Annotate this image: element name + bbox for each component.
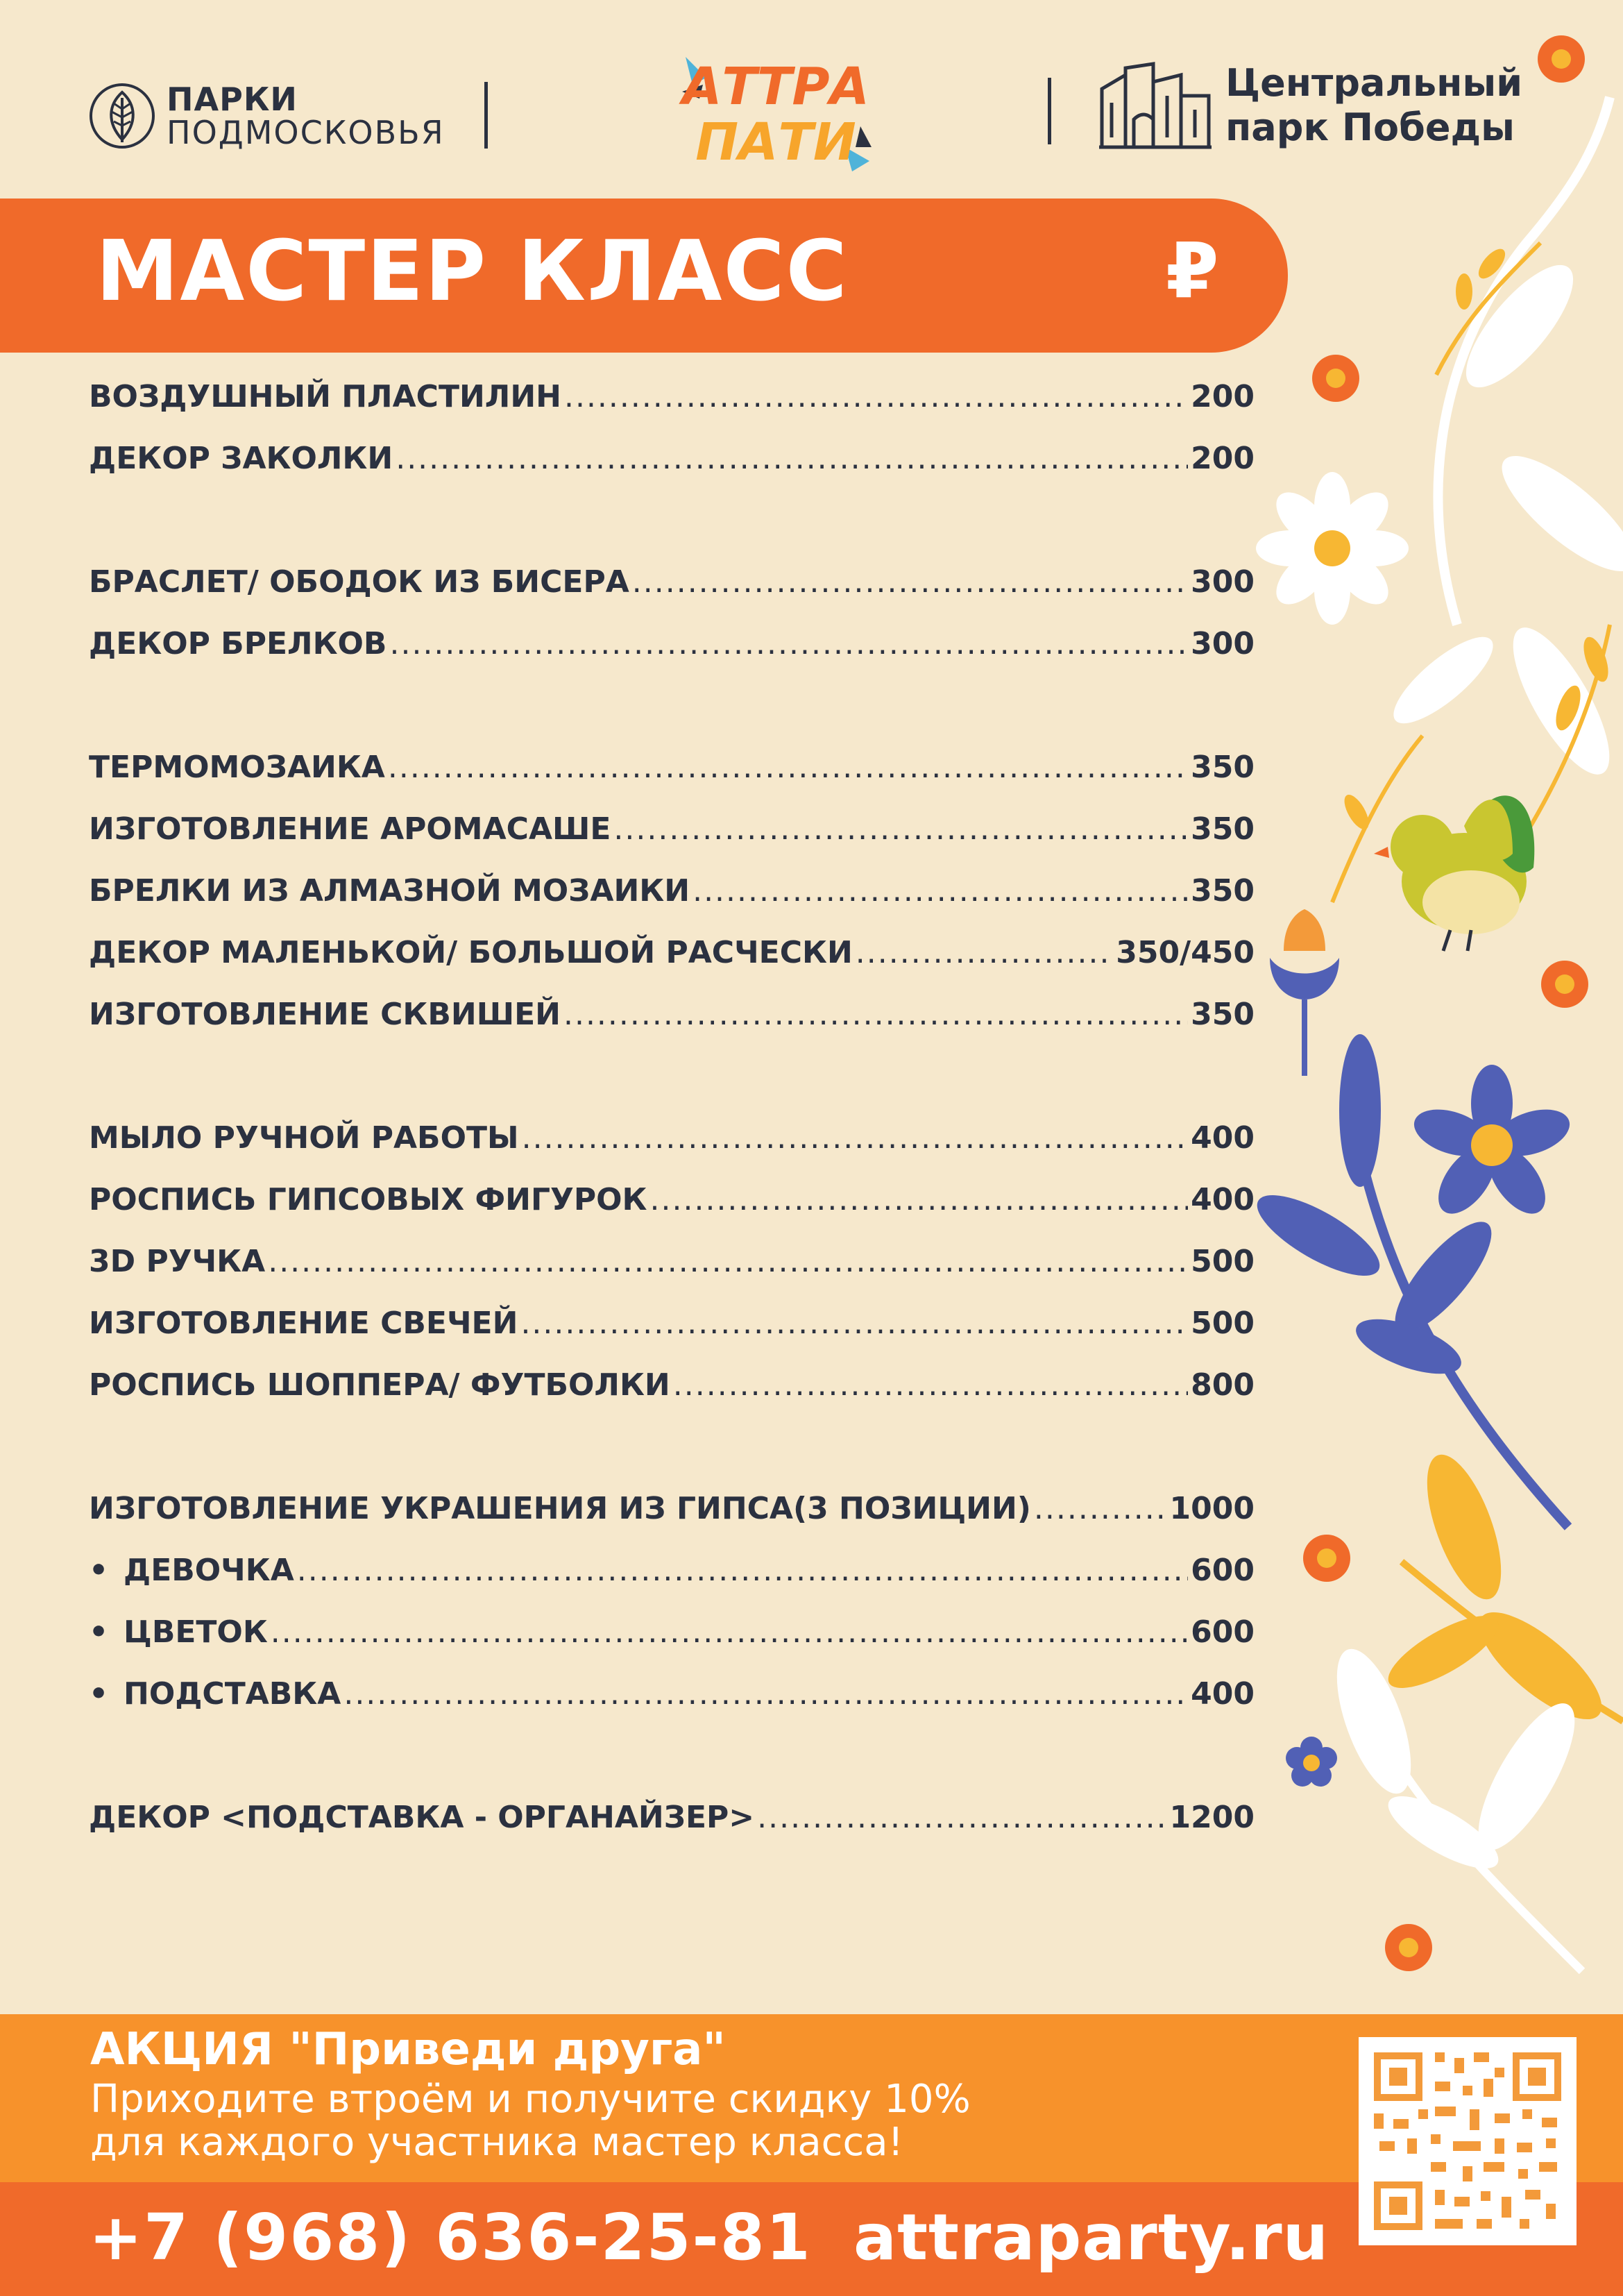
list-item: ДЕКОР <ПОДСТАВКА - ОРГАНАЙЗЕР> ..... 1200 — [89, 1800, 1255, 1848]
list-item: 3D РУЧКА ..... 500 — [89, 1244, 1255, 1292]
list-item: ИЗГОТОВЛЕНИЕ АРОМАСАШЕ ..... 350 — [89, 811, 1255, 860]
list-item: ТЕРМОМОЗАИКА ..... 350 — [89, 750, 1255, 798]
website-link[interactable]: attraparty.ru — [853, 2200, 1329, 2274]
list-item: ВОЗДУШНЫЙ ПЛАСТИЛИН ..... 200 — [89, 379, 1255, 428]
list-item: МЫЛО РУЧНОЙ РАБОТЫ ..... 400 — [89, 1120, 1255, 1169]
list-item: РОСПИСЬ ГИПСОВЫХ ФИГУРОК ..... 400 — [89, 1182, 1255, 1231]
list-item: РОСПИСЬ ШОППЕРА/ ФУТБОЛКИ ..... 800 — [89, 1367, 1255, 1416]
leaf-icon — [87, 81, 157, 151]
list-item: ДЕКОР БРЕЛКОВ ..... 300 — [89, 626, 1255, 675]
list-item: ИЗГОТОВЛЕНИЕ СВЕЧЕЙ ..... 500 — [89, 1306, 1255, 1354]
buildings-icon — [1098, 61, 1213, 150]
ruble-icon: ₽ — [1166, 226, 1219, 315]
list-item: БРЕЛКИ ИЗ АЛМАЗНОЙ МОЗАИКИ ..... 350 — [89, 873, 1255, 922]
promo-line1: Приходите втроём и получите скидку 10% — [90, 2077, 971, 2122]
attra-line2: ПАТИ — [695, 112, 856, 172]
list-item: ДЕКОР МАЛЕНЬКОЙ/ БОЛЬШОЙ РАСЧЕСКИ ..... 350/450 — [89, 935, 1255, 984]
list-item: • ПОДСТАВКА ..... 400 — [89, 1676, 1255, 1725]
title-band — [0, 199, 1288, 353]
list-item: • ДЕВОЧКА ..... 600 — [89, 1553, 1255, 1601]
central-line2: парк Победы — [1225, 105, 1515, 149]
header-divider-left — [484, 82, 488, 149]
parks-line1: ПАРКИ — [167, 81, 298, 118]
qr-code-icon — [1359, 2037, 1577, 2245]
parks-line2: ПОДМОСКОВЬЯ — [167, 114, 445, 151]
promo-line2: для каждого участника мастер класса! — [90, 2120, 904, 2165]
list-item: БРАСЛЕТ/ ОБОДОК ИЗ БИСЕРА ..... 300 — [89, 564, 1255, 613]
page-title: МАСТЕР КЛАСС — [96, 223, 849, 320]
floral-decoration — [1235, 0, 1623, 2013]
list-item: ИЗГОТОВЛЕНИЕ УКРАШЕНИЯ ИЗ ГИПСА(3 ПОЗИЦИИ) ..... 1000 — [89, 1491, 1255, 1539]
attra-line1: АТТРА — [682, 57, 869, 117]
phone-number[interactable]: +7 (968) 636-25-81 — [89, 2200, 812, 2274]
central-line1: Центральный — [1225, 61, 1523, 105]
attra-pati-logo — [679, 43, 873, 175]
list-item: ДЕКОР ЗАКОЛКИ ..... 200 — [89, 441, 1255, 489]
promo-title: АКЦИЯ "Приведи друга" — [90, 2024, 726, 2075]
header-divider-right — [1048, 78, 1051, 144]
list-item: • ЦВЕТОК ..... 600 — [89, 1614, 1255, 1663]
list-item: ИЗГОТОВЛЕНИЕ СКВИШЕЙ ..... 350 — [89, 997, 1255, 1045]
parki-podmoskovya-logo — [87, 78, 445, 154]
